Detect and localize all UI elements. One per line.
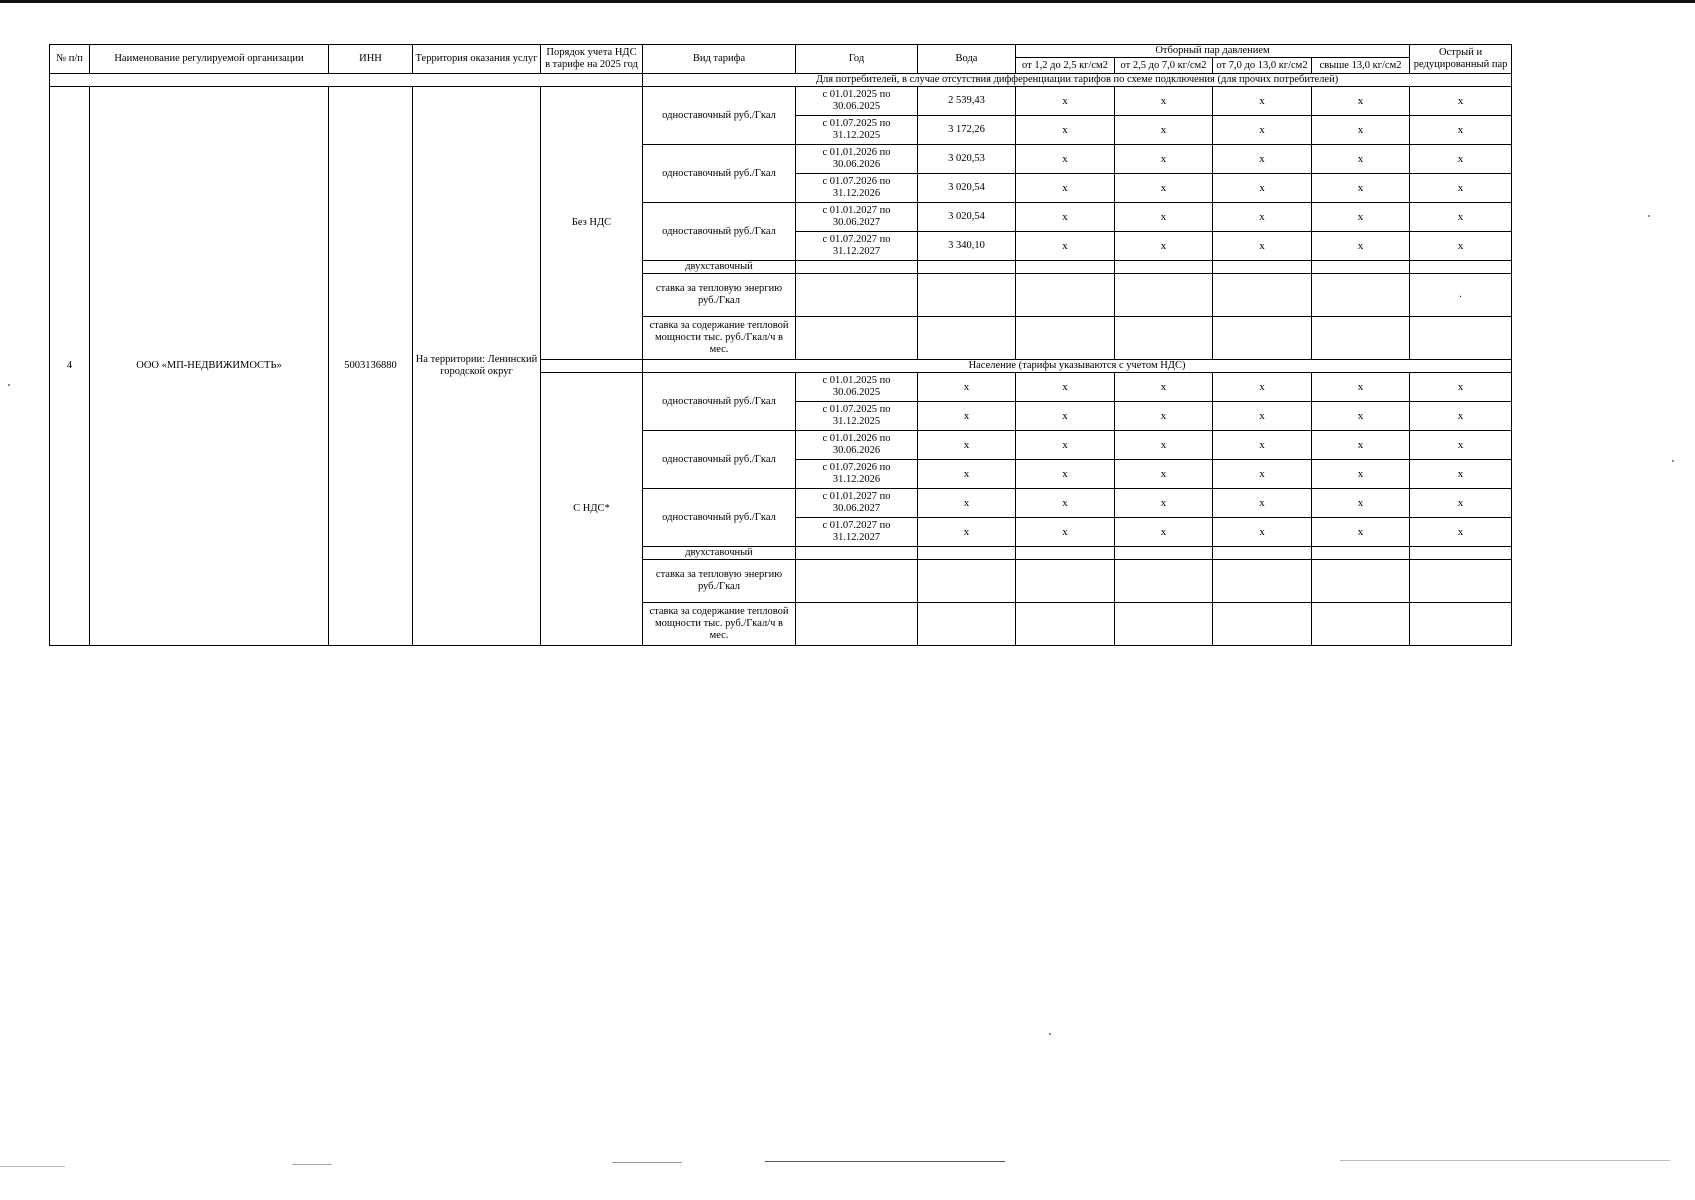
header-territory: Территория оказания услуг bbox=[413, 45, 541, 74]
mark-cell: x bbox=[1410, 402, 1512, 431]
mark-cell: x bbox=[1312, 145, 1410, 174]
header-org: Наименование регулируемой организации bbox=[90, 45, 329, 74]
empty-cell bbox=[1312, 317, 1410, 360]
water-value: x bbox=[918, 431, 1016, 460]
mark-cell: x bbox=[1410, 116, 1512, 145]
water-value: x bbox=[918, 518, 1016, 547]
mark-cell: x bbox=[1115, 174, 1213, 203]
mark-cell: x bbox=[1410, 518, 1512, 547]
period-cell: с 01.07.2025 по 31.12.2025 bbox=[796, 402, 918, 431]
tariff-energy-rate: ставка за тепловую энергию руб./Гкал bbox=[643, 560, 796, 603]
period-cell: с 01.01.2025 по 30.06.2025 bbox=[796, 373, 918, 402]
mark-cell: x bbox=[1016, 489, 1115, 518]
section-title-spacer bbox=[541, 360, 643, 373]
mark-cell: x bbox=[1312, 518, 1410, 547]
empty-cell bbox=[1115, 261, 1213, 274]
empty-cell bbox=[1312, 261, 1410, 274]
tariff-single-rate: одноставочный руб./Гкал bbox=[643, 87, 796, 145]
empty-cell bbox=[796, 261, 918, 274]
empty-cell bbox=[1213, 603, 1312, 646]
empty-cell bbox=[1016, 274, 1115, 317]
mark-cell: x bbox=[1312, 87, 1410, 116]
stray-mark: . bbox=[1410, 274, 1512, 317]
mark-cell: x bbox=[1115, 116, 1213, 145]
tariff-two-rate: двухставочный bbox=[643, 261, 796, 274]
empty-cell bbox=[1312, 274, 1410, 317]
mark-cell: x bbox=[1115, 431, 1213, 460]
mark-cell: x bbox=[1115, 203, 1213, 232]
empty-cell bbox=[1312, 603, 1410, 646]
header-pressure-4: свыше 13,0 кг/см2 bbox=[1312, 58, 1410, 74]
org-name: ООО «МП-НЕДВИЖИМОСТЬ» bbox=[90, 87, 329, 646]
mark-cell: x bbox=[1016, 373, 1115, 402]
scan-artifact-dot bbox=[1672, 460, 1674, 462]
scan-artifact-line bbox=[765, 1161, 1005, 1162]
scan-artifact-dot bbox=[1648, 215, 1650, 217]
empty-cell bbox=[918, 261, 1016, 274]
empty-cell bbox=[1410, 547, 1512, 560]
header-inn: ИНН bbox=[329, 45, 413, 74]
mark-cell: x bbox=[1410, 203, 1512, 232]
header-pressure-3: от 7,0 до 13,0 кг/см2 bbox=[1213, 58, 1312, 74]
header-pressure-1: от 1,2 до 2,5 кг/см2 bbox=[1016, 58, 1115, 74]
mark-cell: x bbox=[1115, 489, 1213, 518]
empty-cell bbox=[1115, 547, 1213, 560]
org-territory: На территории: Ленинский городской округ bbox=[413, 87, 541, 646]
empty-cell bbox=[1213, 317, 1312, 360]
empty-cell bbox=[1213, 261, 1312, 274]
mark-cell: x bbox=[1213, 402, 1312, 431]
empty-cell bbox=[1115, 603, 1213, 646]
empty-cell bbox=[796, 560, 918, 603]
empty-cell bbox=[1410, 261, 1512, 274]
empty-cell bbox=[918, 547, 1016, 560]
empty-cell bbox=[1213, 547, 1312, 560]
mark-cell: x bbox=[1016, 232, 1115, 261]
empty-cell bbox=[1410, 317, 1512, 360]
header-pressure-2: от 2,5 до 7,0 кг/см2 bbox=[1115, 58, 1213, 74]
mark-cell: x bbox=[1312, 373, 1410, 402]
tariff-single-rate: одноставочный руб./Гкал bbox=[643, 203, 796, 261]
period-cell: с 01.01.2025 по 30.06.2025 bbox=[796, 87, 918, 116]
tariff-single-rate: одноставочный руб./Гкал bbox=[643, 373, 796, 431]
mark-cell: x bbox=[1115, 145, 1213, 174]
section-title-other: Для потребителей, в случае отсутствия дифференциации тарифов по схеме подключения (для прочих потребителей) bbox=[643, 74, 1512, 87]
header-num: № п/п bbox=[50, 45, 90, 74]
period-cell: с 01.01.2026 по 30.06.2026 bbox=[796, 145, 918, 174]
water-value: 2 539,43 bbox=[918, 87, 1016, 116]
tariff-single-rate: одноставочный руб./Гкал bbox=[643, 145, 796, 203]
header-tariff-type: Вид тарифа bbox=[643, 45, 796, 74]
mark-cell: x bbox=[1312, 431, 1410, 460]
water-value: 3 172,26 bbox=[918, 116, 1016, 145]
water-value: 3 020,53 bbox=[918, 145, 1016, 174]
period-cell: с 01.07.2025 по 31.12.2025 bbox=[796, 116, 918, 145]
header-vat-order: Порядок учета НДС в тарифе на 2025 год bbox=[541, 45, 643, 74]
mark-cell: x bbox=[1410, 431, 1512, 460]
empty-cell bbox=[796, 317, 918, 360]
empty-cell bbox=[1016, 317, 1115, 360]
mark-cell: x bbox=[1016, 460, 1115, 489]
mark-cell: x bbox=[1213, 431, 1312, 460]
mark-cell: x bbox=[1312, 460, 1410, 489]
org-inn: 5003136880 bbox=[329, 87, 413, 646]
vat-order-without: Без НДС bbox=[541, 87, 643, 360]
mark-cell: x bbox=[1410, 373, 1512, 402]
mark-cell: x bbox=[1312, 489, 1410, 518]
empty-cell bbox=[796, 547, 918, 560]
mark-cell: x bbox=[1213, 145, 1312, 174]
empty-cell bbox=[1410, 603, 1512, 646]
mark-cell: x bbox=[1016, 174, 1115, 203]
header-water: Вода bbox=[918, 45, 1016, 74]
mark-cell: x bbox=[1115, 87, 1213, 116]
mark-cell: x bbox=[1115, 232, 1213, 261]
tariff-table bbox=[49, 44, 1512, 646]
scan-top-border bbox=[0, 0, 1695, 3]
mark-cell: x bbox=[1115, 402, 1213, 431]
mark-cell: x bbox=[1410, 145, 1512, 174]
empty-cell bbox=[1312, 560, 1410, 603]
empty-cell bbox=[1213, 560, 1312, 603]
empty-cell bbox=[918, 603, 1016, 646]
section-title-population: Население (тарифы указываются с учетом НДС) bbox=[643, 360, 1512, 373]
mark-cell: x bbox=[1115, 373, 1213, 402]
mark-cell: x bbox=[1410, 87, 1512, 116]
tariff-document bbox=[49, 44, 1511, 646]
mark-cell: x bbox=[1213, 460, 1312, 489]
mark-cell: x bbox=[1115, 460, 1213, 489]
period-cell: с 01.07.2026 по 31.12.2026 bbox=[796, 174, 918, 203]
mark-cell: x bbox=[1312, 402, 1410, 431]
mark-cell: x bbox=[1312, 232, 1410, 261]
empty-cell bbox=[918, 317, 1016, 360]
scan-artifact-line bbox=[612, 1162, 682, 1163]
empty-cell bbox=[796, 603, 918, 646]
empty-cell bbox=[1410, 560, 1512, 603]
empty-cell bbox=[1213, 274, 1312, 317]
empty-cell bbox=[1016, 603, 1115, 646]
mark-cell: x bbox=[1016, 145, 1115, 174]
water-value: x bbox=[918, 460, 1016, 489]
mark-cell: x bbox=[1312, 116, 1410, 145]
scan-artifact-line bbox=[1340, 1160, 1670, 1161]
scan-artifact-dot bbox=[1049, 1033, 1051, 1035]
mark-cell: x bbox=[1016, 116, 1115, 145]
empty-cell bbox=[1016, 560, 1115, 603]
empty-cell bbox=[796, 274, 918, 317]
water-value: 3 340,10 bbox=[918, 232, 1016, 261]
empty-cell bbox=[1312, 547, 1410, 560]
tariff-single-rate: одноставочный руб./Гкал bbox=[643, 431, 796, 489]
mark-cell: x bbox=[1213, 232, 1312, 261]
mark-cell: x bbox=[1213, 174, 1312, 203]
mark-cell: x bbox=[1016, 431, 1115, 460]
period-cell: с 01.07.2026 по 31.12.2026 bbox=[796, 460, 918, 489]
period-cell: с 01.01.2027 по 30.06.2027 bbox=[796, 489, 918, 518]
section-title-spacer bbox=[50, 74, 643, 87]
mark-cell: x bbox=[1410, 489, 1512, 518]
water-value: 3 020,54 bbox=[918, 174, 1016, 203]
empty-cell bbox=[1016, 261, 1115, 274]
header-year: Год bbox=[796, 45, 918, 74]
scan-artifact-line bbox=[292, 1164, 332, 1165]
empty-cell bbox=[1115, 274, 1213, 317]
mark-cell: x bbox=[1016, 203, 1115, 232]
vat-order-with: С НДС* bbox=[541, 373, 643, 646]
water-value: x bbox=[918, 402, 1016, 431]
mark-cell: x bbox=[1213, 518, 1312, 547]
scan-artifact-dot bbox=[8, 384, 10, 386]
header-sharp-steam: Острый и редуцированный пар bbox=[1410, 45, 1512, 74]
org-num: 4 bbox=[50, 87, 90, 646]
mark-cell: x bbox=[1016, 518, 1115, 547]
mark-cell: x bbox=[1115, 518, 1213, 547]
header-steam-group: Отборный пар давлением bbox=[1016, 45, 1410, 58]
water-value: 3 020,54 bbox=[918, 203, 1016, 232]
mark-cell: x bbox=[1213, 87, 1312, 116]
mark-cell: x bbox=[1410, 460, 1512, 489]
tariff-capacity-rate: ставка за содержание тепловой мощности тыс. руб./Гкал/ч в мес. bbox=[643, 603, 796, 646]
mark-cell: x bbox=[1016, 402, 1115, 431]
water-value: x bbox=[918, 373, 1016, 402]
empty-cell bbox=[1115, 317, 1213, 360]
period-cell: с 01.01.2027 по 30.06.2027 bbox=[796, 203, 918, 232]
tariff-single-rate: одноставочный руб./Гкал bbox=[643, 489, 796, 547]
water-value: x bbox=[918, 489, 1016, 518]
period-cell: с 01.07.2027 по 31.12.2027 bbox=[796, 518, 918, 547]
mark-cell: x bbox=[1410, 174, 1512, 203]
mark-cell: x bbox=[1312, 174, 1410, 203]
mark-cell: x bbox=[1312, 203, 1410, 232]
mark-cell: x bbox=[1016, 87, 1115, 116]
mark-cell: x bbox=[1213, 489, 1312, 518]
tariff-two-rate: двухставочный bbox=[643, 547, 796, 560]
scan-artifact-line bbox=[0, 1166, 65, 1167]
period-cell: с 01.07.2027 по 31.12.2027 bbox=[796, 232, 918, 261]
mark-cell: x bbox=[1410, 232, 1512, 261]
tariff-energy-rate: ставка за тепловую энергию руб./Гкал bbox=[643, 274, 796, 317]
mark-cell: x bbox=[1213, 116, 1312, 145]
empty-cell bbox=[918, 274, 1016, 317]
tariff-capacity-rate: ставка за содержание тепловой мощности тыс. руб./Гкал/ч в мес. bbox=[643, 317, 796, 360]
mark-cell: x bbox=[1213, 203, 1312, 232]
mark-cell: x bbox=[1213, 373, 1312, 402]
empty-cell bbox=[1115, 560, 1213, 603]
empty-cell bbox=[918, 560, 1016, 603]
period-cell: с 01.01.2026 по 30.06.2026 bbox=[796, 431, 918, 460]
empty-cell bbox=[1016, 547, 1115, 560]
